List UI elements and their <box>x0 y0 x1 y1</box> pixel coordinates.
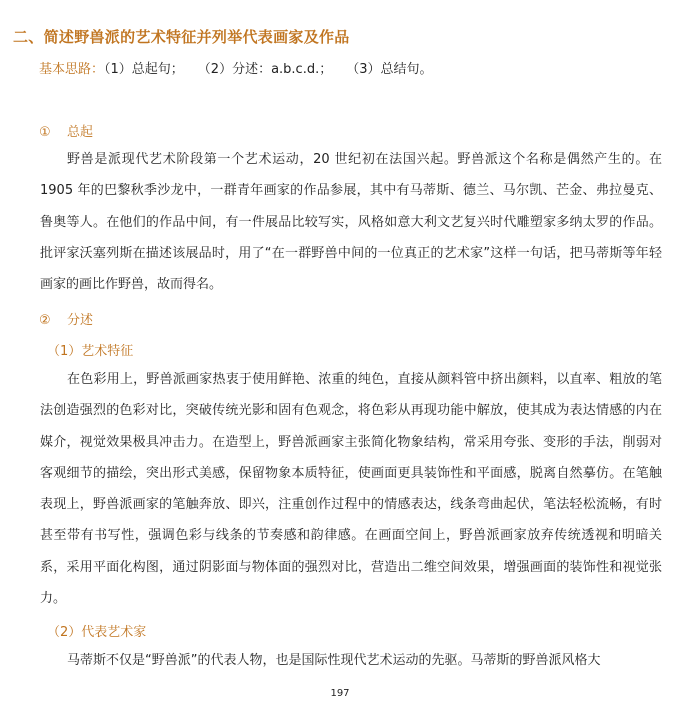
artists-paragraph: 马蒂斯不仅是“野兽派”的代表人物，也是国际性现代艺术运动的先驱。马蒂斯的野兽派风格大 <box>67 653 601 668</box>
answer-outline <box>39 58 433 77</box>
details-heading-text: 分述 <box>67 313 94 328</box>
page-number: 197 <box>330 688 350 699</box>
features-heading: （1）艺术特征 <box>47 344 134 359</box>
section-title: 二、简述野兽派的艺术特征并列举代表画家及作品 <box>13 28 350 46</box>
artists-heading: （2）代表艺术家 <box>47 625 147 640</box>
features-paragraph: 在色彩用上，野兽派画家热衷于使用鲜艳、浓重的纯色，直接从颜料管中挤出颜料，以直率、粗放的笔法创造强烈的色彩对比，突破传统光影和固有色观念，将色彩从再现功能中解放，使其成为表达情感的内在媒介，视觉效果极具冲击力。在造型上，野兽派画家主张简化物象结构，常采用夸张、变形的手法，削弱对客观细节的描绘，突出形式美感，保留物象本质特征，使画面更具装饰性和平面感，脱离自然摹仿。在笔触表现上，野兽派画家的笔触奔放、即兴，注重创作过程中的情感表达，线条弯曲起伏，笔法轻松流畅，有时甚至带有书写性，强调色彩与线条的节奏感和韵律感。在画面空间上，野兽派画家放弃传统透视和明暗关系，采用平面化构图，通过阴影面与物体面的强烈对比，营造出二维空间效果，增强画面的装饰性和视觉张力。 <box>40 372 662 607</box>
details-heading <box>39 309 93 328</box>
summary-paragraph: 野兽是派现代艺术阶段第一个艺术运动，20 世纪初在法国兴起。野兽派这个名称是偶然产生的。在 1905 年的巴黎秋季沙龙中，一群青年画家的作品参展，其中有马蒂斯、德兰、马尔凯、芒金、弗拉曼克、鲁奥等人。在他们的作品中间，有一件展品比较写实，风格如意大利文艺复兴时代雕塑家多纳太罗的作品。批评家沃塞列斯在描述该展品时，用了“在一群野兽中间的一位真正的艺术家”这样一句话，把马蒂斯等年轻画家的画比作野兽，故而得名。 <box>40 152 662 293</box>
summary-number: ① <box>39 125 51 140</box>
details-number: ② <box>39 313 51 328</box>
summary-heading <box>39 121 93 140</box>
outline-part-1: （1）总起句； <box>104 62 184 77</box>
outline-label: 基本思路： <box>39 62 105 77</box>
outline-part-3: （3）总结句。 <box>346 62 433 77</box>
outline-part-2: （2）分述：a.b.c.d.； <box>197 62 333 77</box>
summary-heading-text: 总起 <box>67 125 94 140</box>
